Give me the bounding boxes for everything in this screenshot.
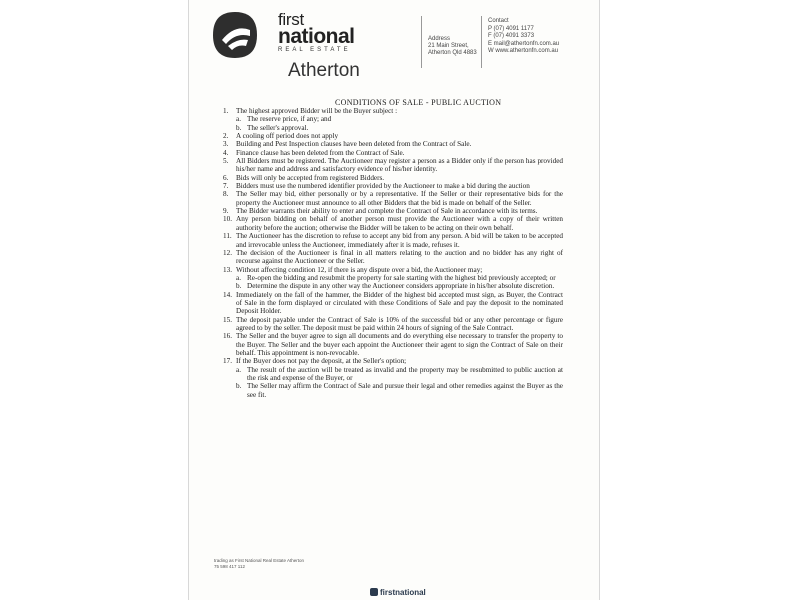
brand-line-first: first: [278, 10, 304, 29]
condition-text: The deposit payable under the Contract of Sale is 10% of the successful bid or any other percentage or figure agreed to by the seller. The deposit must be paid within 24 hours of signing of the Sale Contract.: [236, 315, 563, 332]
header-divider: [421, 16, 422, 68]
condition-subitem: [236, 366, 563, 383]
condition-body: [236, 174, 563, 182]
condition-number: 4.: [223, 148, 229, 157]
condition-body: [236, 357, 563, 399]
condition-body: [236, 266, 563, 291]
subitem-text: Re-open the bidding and resubmit the property for sale starting with the highest bid previously accepted; or: [247, 273, 556, 282]
condition-text: The Seller may bid, either personally or by a representative. If the Seller or their representative bids for the property the Auctioneer must announce to all other Bidders that the bid is made on behalf of the Seller.: [236, 190, 563, 207]
contact-web: W www.athertonfn.com.au: [488, 48, 559, 54]
contact-email: E mail@athertonfn.com.au: [488, 40, 560, 47]
subitem-text: The reserve price, if any; and: [247, 115, 332, 124]
condition-subitem: [236, 282, 563, 290]
condition-number: 12.: [223, 248, 232, 257]
condition-body: [236, 316, 563, 333]
footer-trading: [214, 558, 304, 570]
subitem-letter: b.: [236, 123, 242, 132]
footer-logo: [370, 588, 426, 597]
condition-subitem: [236, 274, 563, 282]
condition-item: [223, 190, 563, 207]
condition-item: [223, 207, 563, 215]
condition-subitem: [236, 115, 563, 123]
brand-line-real-estate: REAL ESTATE: [278, 47, 351, 53]
condition-body: [236, 190, 563, 207]
subitem-text: The seller's approval.: [247, 123, 309, 132]
condition-number: 10.: [223, 215, 232, 224]
condition-number: 16.: [223, 332, 232, 341]
condition-body: [236, 132, 563, 140]
condition-number: 15.: [223, 315, 232, 324]
condition-subitem: [236, 382, 563, 399]
condition-item: [223, 357, 563, 399]
contact-block: [488, 18, 559, 56]
condition-item: [223, 291, 563, 316]
footer-logo-text: firstnational: [380, 588, 426, 597]
condition-body: [236, 249, 563, 266]
condition-text: Without affecting condition 12, if there is any dispute over a bid, the Auctioneer may;: [236, 265, 483, 274]
condition-number: 13.: [223, 265, 232, 274]
subitem-text: The result of the auction will be treated as invalid and the property may be resubmitted to public auction at the risk and expense of the Buyer, or: [247, 365, 563, 382]
subitem-letter: a.: [236, 115, 241, 124]
condition-item: [223, 266, 563, 291]
condition-body: [236, 232, 563, 249]
condition-text: The highest approved Bidder will be the Buyer subject :: [236, 107, 398, 115]
condition-number: 17.: [223, 357, 232, 366]
condition-number: 2.: [223, 132, 229, 141]
trading-name: trading as First National Real Estate Atherton: [214, 558, 305, 563]
abn-number: 75 598 417 112: [214, 564, 245, 569]
condition-number: 6.: [223, 173, 229, 182]
condition-text: A cooling off period does not apply: [236, 132, 339, 141]
condition-number: 7.: [223, 182, 229, 191]
condition-text: The Seller and the buyer agree to sign all documents and do everything else necessary to transfer the property to the Buyer. The Seller and the buyer each appoint the Auctioneer their agent to sign the Contract of Sale on their behalf. This appointment is non-revocable.: [236, 332, 563, 357]
condition-body: [236, 332, 563, 357]
condition-text: Immediately on the fall of the hammer, the Bidder of the highest bid accepted must sign, as Buyer, the Contract of Sale in the form displayed or circulated with these Conditions of Sale and pay the deposit to the nominated Deposit Holder.: [236, 290, 563, 316]
condition-body: [236, 107, 563, 132]
condition-item: [223, 132, 563, 140]
subitem-letter: b.: [236, 382, 242, 391]
condition-item: [223, 232, 563, 249]
condition-body: [236, 140, 563, 148]
condition-body: [236, 215, 563, 232]
address-block: [428, 36, 477, 57]
condition-number: 9.: [223, 207, 229, 216]
condition-number: 11.: [223, 232, 232, 241]
condition-text: The decision of the Auctioneer is final in all matters relating to the auction and no bidder has any right of recourse against the Auctioneer or the Seller.: [236, 248, 563, 266]
address-label: Address: [428, 36, 451, 42]
condition-text: The Bidder warrants their ability to enter and complete the Contract of Sale in accordance with its terms.: [236, 207, 538, 216]
subitem-text: The Seller may affirm the Contract of Sale and pursue their legal and other remedies against the Buyer as the see fit.: [247, 382, 563, 399]
contact-fax: F (07) 4091 3373: [488, 33, 535, 39]
condition-number: 1.: [223, 107, 229, 115]
condition-text: Bids will only be accepted from registered Bidders.: [236, 173, 385, 182]
conditions-list: [223, 107, 563, 399]
brand-line-national: national: [278, 25, 355, 48]
condition-body: [236, 157, 563, 174]
condition-item: [223, 140, 563, 148]
condition-text: Building and Pest Inspection clauses have been deleted from the Contract of Sale.: [236, 140, 472, 149]
condition-number: 14.: [223, 290, 232, 299]
condition-body: [236, 182, 563, 190]
condition-number: 5.: [223, 157, 229, 166]
condition-item: [223, 215, 563, 232]
condition-text: Finance clause has been deleted from the Contract of Sale.: [236, 148, 405, 157]
condition-item: [223, 174, 563, 182]
contact-label: Contact: [488, 18, 509, 24]
condition-text: The Auctioneer has the discretion to refuse to accept any bid from any person. A bid will be taken to be accepted and irrevocable unless the Auctioneer, immediately after it is made, refuses it.: [236, 232, 563, 249]
office-name: Atherton: [288, 60, 360, 81]
condition-item: [223, 332, 563, 357]
condition-number: 8.: [223, 190, 229, 199]
first-national-logo-icon: [210, 10, 260, 60]
condition-text: Any person bidding on behalf of another person must provide the Auctioneer with a copy of their written authority before the auction; otherwise the Bidder will be taken to be acting on their own behalf.: [236, 215, 563, 232]
document-title: CONDITIONS OF SALE - PUBLIC AUCTION: [335, 98, 502, 107]
brand-wordmark: [278, 12, 355, 53]
condition-text: If the Buyer does not pay the deposit, at the Seller's option;: [236, 357, 407, 366]
subitem-letter: b.: [236, 282, 242, 291]
condition-item: [223, 107, 563, 132]
contact-phone: P (07) 4091 1177: [488, 25, 534, 32]
condition-subitem: [236, 124, 563, 132]
condition-item: [223, 157, 563, 174]
subitem-letter: a.: [236, 365, 241, 374]
subitem-text: Determine the dispute in any other way the Auctioneer considers appropriate in his/her absolute discretion.: [247, 282, 555, 291]
header-divider: [481, 16, 482, 68]
condition-text: All Bidders must be registered. The Auctioneer may register a person as a Bidder only if the person has provided his/her name and address and satisfactory evidence of his/her identity.: [236, 157, 563, 174]
condition-item: [223, 249, 563, 266]
condition-text: Bidders must use the numbered identifier provided by the Auctioneer to make a bid during the auction: [236, 182, 530, 191]
first-national-mark-icon: [370, 588, 378, 596]
address-town: Atherton Qld 4883: [428, 50, 477, 56]
subitem-letter: a.: [236, 273, 241, 282]
condition-item: [223, 149, 563, 157]
condition-body: [236, 207, 563, 215]
condition-body: [236, 149, 563, 157]
condition-number: 3.: [223, 140, 229, 149]
condition-item: [223, 182, 563, 190]
condition-item: [223, 316, 563, 333]
address-street: 21 Main Street,: [428, 43, 469, 49]
condition-body: [236, 291, 563, 316]
